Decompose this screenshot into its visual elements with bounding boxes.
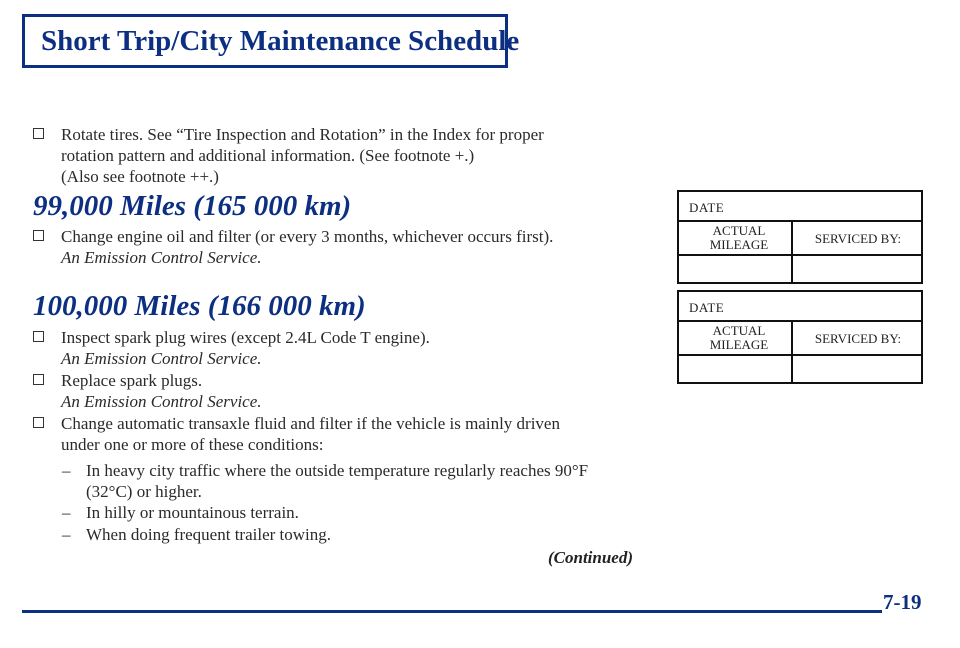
mileage-entry-field[interactable]	[679, 355, 791, 384]
sub-item-text: In hilly or mountainous terrain.	[86, 503, 299, 522]
date-label: DATE	[689, 200, 725, 215]
serviced-by-entry-field[interactable]	[793, 255, 921, 284]
page-number: 7-19	[883, 590, 922, 614]
sub-item-text: In heavy city traffic where the outside temperature regularly reaches 90°F	[86, 461, 589, 480]
checkbox[interactable]	[33, 417, 44, 428]
mileage-label-line: ACTUAL	[712, 323, 766, 338]
sub-item-heavy-traffic	[62, 460, 588, 502]
sub-item-trailer-towing	[62, 524, 331, 545]
serviced-by-label: SERVICED BY:	[814, 231, 902, 246]
section-heading-99000: 99,000 Miles (165 000 km)	[33, 190, 352, 222]
mileage-label-line: ACTUAL	[712, 223, 766, 238]
page-title: Short Trip/City Maintenance Schedule	[22, 14, 508, 68]
item-text: Change engine oil and filter (or every 3 months, whichever occurs first).	[61, 227, 554, 246]
dash-bullet: –	[62, 461, 71, 480]
continued-label: (Continued)	[548, 548, 634, 567]
emission-note: An Emission Control Service.	[61, 392, 262, 411]
checkbox[interactable]	[33, 331, 44, 342]
divider	[679, 320, 921, 322]
sub-item-text: (32°C) or higher.	[86, 482, 202, 501]
sub-item-text: When doing frequent trailer towing.	[86, 525, 332, 544]
dash-bullet: –	[62, 525, 71, 544]
item-text: Rotate tires. See “Tire Inspection and Rotation” in the Index for proper	[61, 125, 544, 144]
checkbox[interactable]	[33, 230, 44, 241]
date-label: DATE	[689, 300, 725, 315]
item-text: Inspect spark plug wires (except 2.4L Code T engine).	[61, 328, 430, 347]
item-text: rotation pattern and additional information. (See footnote +.)	[61, 146, 475, 165]
emission-note: An Emission Control Service.	[61, 248, 262, 267]
dash-bullet: –	[62, 503, 71, 522]
item-text: Change automatic transaxle fluid and filter if the vehicle is mainly driven	[61, 414, 560, 433]
mileage-entry-field[interactable]	[679, 255, 791, 284]
actual-mileage-label	[687, 324, 791, 352]
sub-item-hilly-terrain	[62, 502, 299, 523]
mileage-label-line: MILEAGE	[709, 237, 769, 252]
checklist-item-change-oil	[33, 226, 653, 268]
service-log-box-100000	[677, 290, 923, 384]
checklist-item-spark-plug-wires	[33, 327, 653, 369]
footer-rule	[22, 610, 882, 613]
mileage-label-line: MILEAGE	[709, 337, 769, 352]
checklist-item-transaxle-fluid	[33, 413, 653, 455]
emission-note: An Emission Control Service.	[61, 349, 262, 368]
item-text: under one or more of these conditions:	[61, 435, 324, 454]
item-text: Replace spark plugs.	[61, 371, 203, 390]
checkbox[interactable]	[33, 374, 44, 385]
serviced-by-label: SERVICED BY:	[814, 331, 902, 346]
checkbox[interactable]	[33, 128, 44, 139]
divider	[679, 220, 921, 222]
checklist-item-replace-spark-plugs	[33, 370, 653, 412]
actual-mileage-label	[687, 224, 791, 252]
checklist-item-rotate-tires	[33, 124, 653, 187]
item-text: (Also see footnote ++.)	[61, 167, 219, 186]
section-heading-100000: 100,000 Miles (166 000 km)	[33, 290, 366, 322]
serviced-by-entry-field[interactable]	[793, 355, 921, 384]
service-log-box-99000	[677, 190, 923, 284]
